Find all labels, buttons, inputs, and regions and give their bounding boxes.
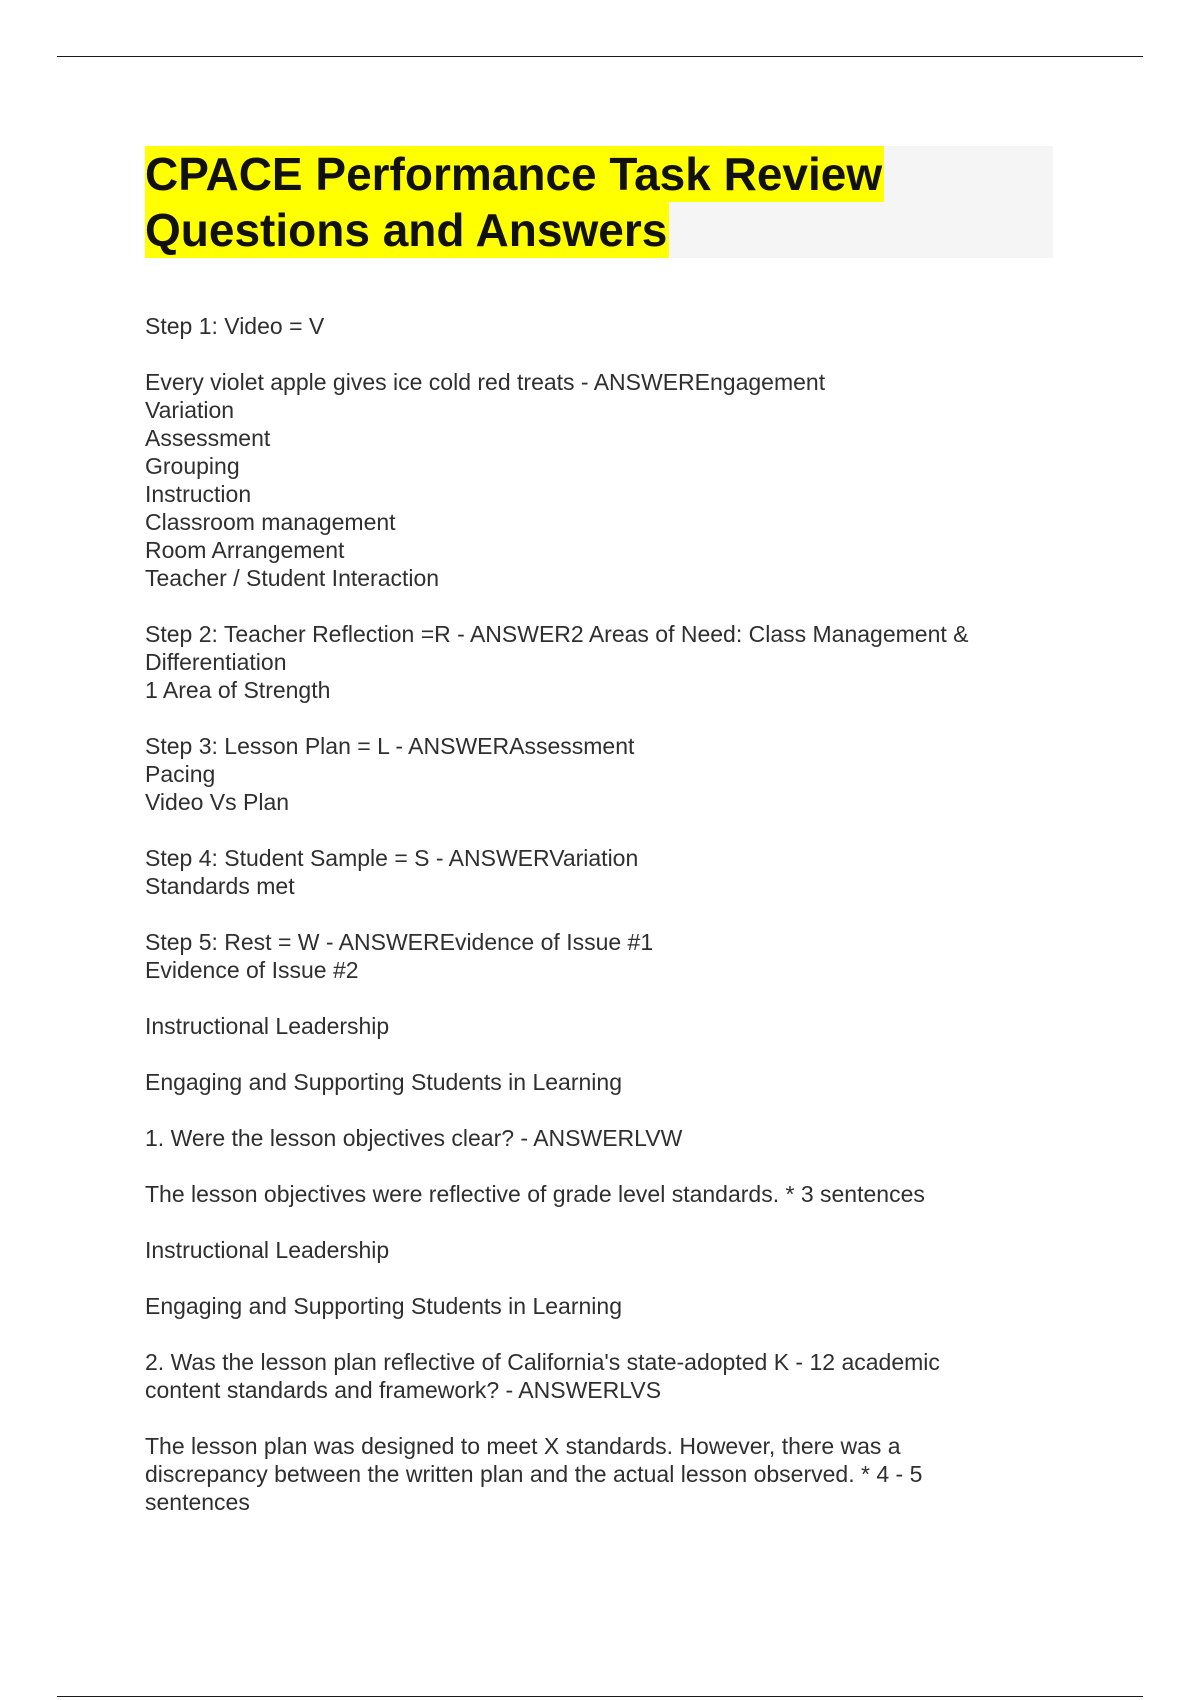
paragraph [145, 844, 1045, 900]
text-line: Classroom management [145, 509, 396, 535]
text-line: Step 4: Student Sample = S - ANSWERVariation [145, 845, 639, 871]
bottom-rule [57, 1696, 1143, 1697]
paragraph [145, 1348, 1045, 1404]
text-line: Standards met [145, 873, 295, 899]
paragraph [145, 732, 1045, 816]
text-line: Assessment [145, 425, 271, 451]
paragraph [145, 1292, 1045, 1320]
text-line: Variation [145, 397, 235, 423]
paragraph [145, 368, 1045, 592]
paragraph [145, 1180, 1045, 1208]
text-line: Engaging and Supporting Students in Learning [145, 1293, 622, 1319]
paragraph [145, 1012, 1045, 1040]
text-line: Step 3: Lesson Plan = L - ANSWERAssessment [145, 733, 635, 759]
text-line: Room Arrangement [145, 537, 345, 563]
document-title-line-2: Questions and Answers [145, 204, 668, 256]
top-rule [57, 56, 1143, 57]
text-line: Engaging and Supporting Students in Learning [145, 1069, 622, 1095]
text-line: Instructional Leadership [145, 1237, 390, 1263]
text-line: Video Vs Plan [145, 789, 290, 815]
text-line: Differentiation [145, 649, 287, 675]
text-line: discrepancy between the written plan and the actual lesson observed. * 4 - 5 [145, 1461, 923, 1487]
text-line: Step 5: Rest = W - ANSWEREvidence of Issue #1 [145, 929, 654, 955]
text-line: 1. Were the lesson objectives clear? - ANSWERLVW [145, 1125, 683, 1151]
text-line: 1 Area of Strength [145, 677, 331, 703]
text-line: Instructional Leadership [145, 1013, 390, 1039]
text-line: Pacing [145, 761, 216, 787]
text-line: The lesson plan was designed to meet X standards. However, there was a [145, 1433, 901, 1459]
paragraph [145, 928, 1045, 984]
paragraph [145, 1432, 1045, 1516]
paragraph [145, 1068, 1045, 1096]
text-line: Every violet apple gives ice cold red treats - ANSWEREngagement [145, 369, 826, 395]
text-line: content standards and framework? - ANSWERLVS [145, 1377, 662, 1403]
text-line: Step 2: Teacher Reflection =R - ANSWER2 Areas of Need: Class Management & [145, 621, 969, 647]
paragraph [145, 1124, 1045, 1152]
text-line: Teacher / Student Interaction [145, 565, 440, 591]
text-line: Evidence of Issue #2 [145, 957, 359, 983]
document-body [145, 312, 1045, 1544]
paragraph [145, 1236, 1045, 1264]
text-line: Step 1: Video = V [145, 313, 325, 339]
text-line: sentences [145, 1489, 250, 1515]
text-line: Instruction [145, 481, 252, 507]
paragraph [145, 312, 1045, 340]
text-line: Grouping [145, 453, 240, 479]
text-line: The lesson objectives were reflective of grade level standards. * 3 sentences [145, 1181, 925, 1207]
paragraph [145, 620, 1045, 704]
document-title-line-1: CPACE Performance Task Review [145, 148, 883, 200]
text-line: 2. Was the lesson plan reflective of California's state-adopted K - 12 academic [145, 1349, 940, 1375]
